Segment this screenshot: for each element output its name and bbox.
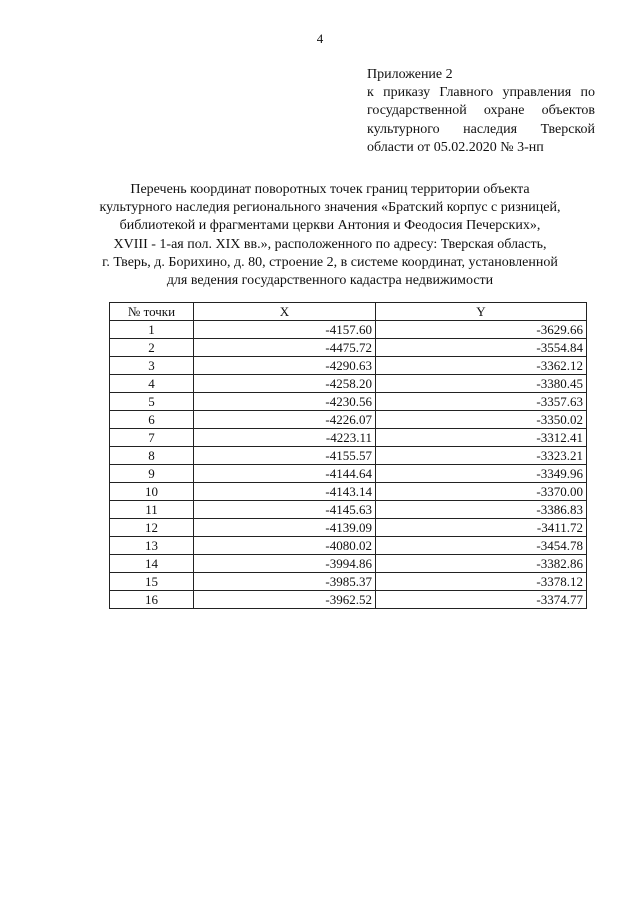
- column-header-y: Y: [376, 303, 587, 321]
- appendix-line: [367, 84, 595, 102]
- x-coordinate-cell: -4143.14: [194, 483, 376, 501]
- y-coordinate-cell: -3312.41: [376, 429, 587, 447]
- x-coordinate-cell: -4080.02: [194, 537, 376, 555]
- appendix-word: объектов: [541, 103, 595, 119]
- appendix-word: Тверской: [540, 121, 595, 137]
- appendix-word: государственной: [367, 103, 467, 119]
- point-number-cell: 2: [110, 339, 194, 357]
- table-row: [110, 537, 587, 555]
- x-coordinate-cell: -4475.72: [194, 339, 376, 357]
- table-row: [110, 447, 587, 465]
- point-number-cell: 8: [110, 447, 194, 465]
- point-number-cell: 4: [110, 375, 194, 393]
- table-row: [110, 483, 587, 501]
- y-coordinate-cell: -3350.02: [376, 411, 587, 429]
- x-coordinate-cell: -4230.56: [194, 393, 376, 411]
- y-coordinate-cell: -3370.00: [376, 483, 587, 501]
- x-coordinate-cell: -4290.63: [194, 357, 376, 375]
- column-header-point: № точки: [110, 303, 194, 321]
- table-row: [110, 465, 587, 483]
- y-coordinate-cell: -3378.12: [376, 573, 587, 591]
- y-coordinate-cell: -3323.21: [376, 447, 587, 465]
- y-coordinate-cell: -3374.77: [376, 591, 587, 609]
- point-number-cell: 16: [110, 591, 194, 609]
- point-number-cell: 9: [110, 465, 194, 483]
- x-coordinate-cell: -4144.64: [194, 465, 376, 483]
- y-coordinate-cell: -3411.72: [376, 519, 587, 537]
- heading-line: Перечень координат поворотных точек границ территории объекта: [130, 182, 530, 197]
- y-coordinate-cell: -3380.45: [376, 375, 587, 393]
- document-heading: [70, 181, 590, 290]
- point-number-cell: 12: [110, 519, 194, 537]
- y-coordinate-cell: -3629.66: [376, 321, 587, 339]
- table-row: [110, 321, 587, 339]
- appendix-word: Главного: [439, 85, 494, 101]
- appendix-word: культурного: [367, 121, 440, 137]
- table-row: [110, 375, 587, 393]
- y-coordinate-cell: -3357.63: [376, 393, 587, 411]
- heading-line: библиотекой и фрагментами церкви Антония и Феодосия Печерских»,: [119, 218, 541, 234]
- y-coordinate-cell: -3454.78: [376, 537, 587, 555]
- point-number-cell: 14: [110, 555, 194, 573]
- point-number-cell: 13: [110, 537, 194, 555]
- appendix-word: по: [580, 85, 595, 101]
- table-row: [110, 429, 587, 447]
- column-header-x: X: [194, 303, 376, 321]
- point-number-cell: 6: [110, 411, 194, 429]
- coordinates-table: [109, 302, 587, 609]
- heading-line: XVIII - 1-ая пол. XIX вв.», расположенного по адресу: Тверская область,: [113, 236, 547, 252]
- appendix-word: приказу: [383, 85, 431, 101]
- point-number-cell: 3: [110, 357, 194, 375]
- y-coordinate-cell: -3362.12: [376, 357, 587, 375]
- appendix-title: Приложение 2: [367, 67, 453, 82]
- x-coordinate-cell: -3962.52: [194, 591, 376, 609]
- point-number-cell: 15: [110, 573, 194, 591]
- y-coordinate-cell: -3386.83: [376, 501, 587, 519]
- table-header-row: [110, 303, 587, 321]
- y-coordinate-cell: -3349.96: [376, 465, 587, 483]
- heading-line: для ведения государственного кадастра недвижимости: [166, 273, 494, 289]
- point-number-cell: 10: [110, 483, 194, 501]
- x-coordinate-cell: -3985.37: [194, 573, 376, 591]
- x-coordinate-cell: -4157.60: [194, 321, 376, 339]
- y-coordinate-cell: -3382.86: [376, 555, 587, 573]
- x-coordinate-cell: -4258.20: [194, 375, 376, 393]
- x-coordinate-cell: -4139.09: [194, 519, 376, 537]
- table-body: [110, 321, 587, 609]
- x-coordinate-cell: -3994.86: [194, 555, 376, 573]
- appendix-date-line: области от 05.02.2020 № 3-нп: [367, 139, 544, 155]
- appendix-block: [367, 66, 595, 157]
- table-row: [110, 555, 587, 573]
- point-number-cell: 1: [110, 321, 194, 339]
- appendix-word: к: [367, 85, 374, 101]
- table-row: [110, 591, 587, 609]
- point-number-cell: 5: [110, 393, 194, 411]
- x-coordinate-cell: -4145.63: [194, 501, 376, 519]
- appendix-line: [367, 102, 595, 120]
- y-coordinate-cell: -3554.84: [376, 339, 587, 357]
- heading-line: г. Тверь, д. Борихино, д. 80, строение 2, в системе координат, установленной: [102, 254, 558, 270]
- appendix-word: охране: [483, 103, 525, 119]
- appendix-line: [367, 121, 595, 139]
- table-row: [110, 573, 587, 591]
- point-number-cell: 7: [110, 429, 194, 447]
- heading-line: культурного наследия регионального значения «Братский корпус с ризницей,: [99, 200, 561, 216]
- table-row: [110, 393, 587, 411]
- appendix-word: наследия: [463, 121, 518, 137]
- table-row: [110, 339, 587, 357]
- appendix-word: управления: [502, 85, 572, 101]
- table-row: [110, 357, 587, 375]
- table-row: [110, 411, 587, 429]
- table-row: [110, 501, 587, 519]
- x-coordinate-cell: -4226.07: [194, 411, 376, 429]
- x-coordinate-cell: -4223.11: [194, 429, 376, 447]
- page-number: 4: [316, 31, 324, 46]
- point-number-cell: 11: [110, 501, 194, 519]
- table-row: [110, 519, 587, 537]
- x-coordinate-cell: -4155.57: [194, 447, 376, 465]
